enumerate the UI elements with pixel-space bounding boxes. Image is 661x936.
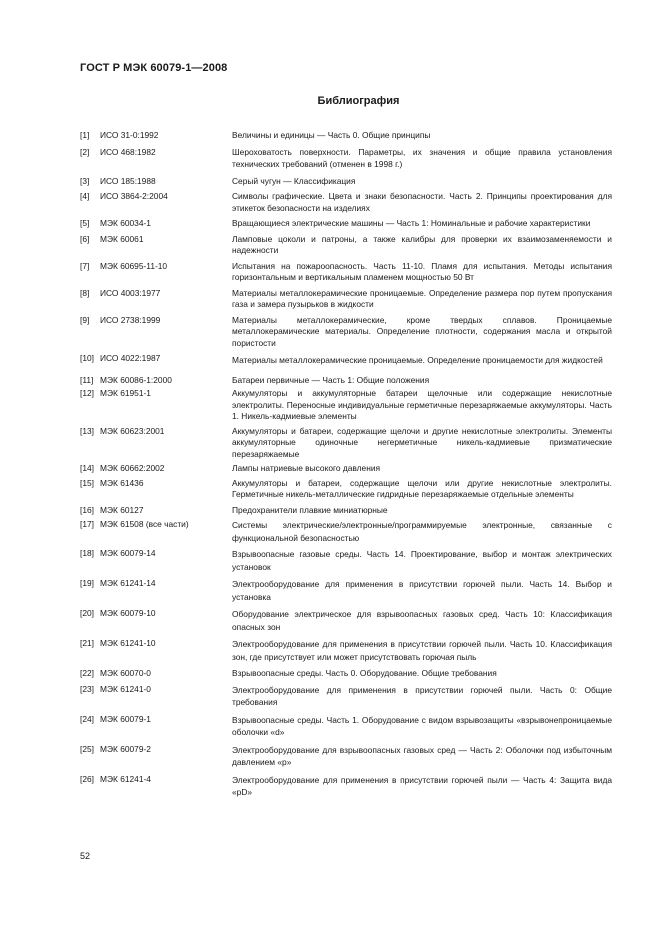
item-number: [4]	[80, 191, 90, 201]
item-code: МЭК 60079-2	[100, 743, 151, 754]
item-number: [13]	[80, 425, 94, 436]
item-code: ИСО 3864-2:2004	[100, 191, 168, 201]
item-code: МЭК 60079-1	[100, 713, 151, 724]
item-number: [6]	[80, 233, 90, 244]
item-number: [16]	[80, 504, 94, 515]
bibliography-item	[80, 774, 612, 799]
item-code: МЭК 61241-4	[100, 773, 151, 784]
item-number: [25]	[80, 743, 94, 754]
item-title: Символы графические. Цвета и знаки безопасности. Часть 2. Принципы проектирования для этикеток безопасности на изделиях	[232, 191, 612, 213]
item-title: Серый чугун — Классификация	[232, 175, 356, 186]
item-title: Величины и единицы — Часть 0. Общие принципы	[232, 130, 431, 140]
item-number: [1]	[80, 130, 90, 140]
item-number: [18]	[80, 548, 94, 558]
item-code: МЭК 60079-10	[100, 608, 156, 618]
bibliography-item	[80, 218, 612, 230]
bibliography-item	[80, 130, 612, 142]
bibliography-item	[80, 261, 612, 284]
item-title: Предохранители плавкие миниатюрные	[232, 504, 388, 515]
item-number: [20]	[80, 608, 94, 618]
item-title: Электрооборудование для применения в присутствии горючей пыли. Часть 10. Классификация зон, где присутствует или может присутствовать горючая пыль	[232, 639, 612, 662]
item-code: МЭК 60695-11-10	[100, 260, 168, 271]
item-code: МЭК 60662:2002	[100, 463, 165, 473]
item-code: ИСО 2738:1999	[100, 314, 161, 325]
item-number: [26]	[80, 773, 94, 784]
item-title: Электрооборудование для применения в присутствии горючей пыли. Часть 0: Общие требования	[232, 684, 612, 707]
bibliography-item	[80, 638, 612, 663]
item-title: Материалы металлокерамические, кроме твердых сплавов. Проницаемые металлокерамические материалы. Определение плотности, содержания масла и открытой пористости	[232, 314, 612, 348]
bibliography-item	[80, 375, 612, 387]
item-title: Системы электрические/электронные/программируемые электронные, связанные с функциональной безопасностью	[232, 520, 612, 543]
item-code: МЭК 60079-14	[100, 548, 156, 558]
item-code: ИСО 4003:1977	[100, 287, 161, 298]
item-title: Электрооборудование для применения в присутствии горючей пыли. Часть 14. Выбор и установка	[232, 579, 612, 602]
item-number: [15]	[80, 477, 94, 488]
item-title: Шероховатость поверхности. Параметры, их значения и общие правила установления технических требований (отменен в 1998 г.)	[232, 147, 612, 169]
item-code: МЭК 61241-0	[100, 683, 151, 694]
bibliography-item	[80, 191, 612, 214]
bibliography-item	[80, 668, 612, 680]
item-number: [22]	[80, 668, 94, 678]
item-title: Ламповые цоколи и патроны, а также калибры для проверки их взаимозаменяемости и надежности	[232, 233, 612, 255]
item-title: Взрывоопасные среды. Часть 0. Оборудование. Общие требования	[232, 668, 497, 678]
item-code: ИСО 31-0:1992	[100, 130, 159, 140]
item-number: [12]	[80, 388, 94, 398]
item-code: МЭК 61241-14	[100, 578, 156, 588]
item-code: МЭК 60623:2001	[100, 425, 165, 436]
item-number: [19]	[80, 578, 94, 588]
item-number: [21]	[80, 638, 94, 648]
item-number: [23]	[80, 683, 94, 694]
bibliography-item	[80, 463, 612, 475]
item-code: ИСО 4022:1987	[100, 353, 161, 363]
item-code: МЭК 60061	[100, 233, 144, 244]
item-code: ИСО 468:1982	[100, 147, 156, 157]
page-number: 52	[80, 851, 91, 861]
item-number: [5]	[80, 218, 90, 228]
item-code: МЭК 61241-10	[100, 638, 156, 648]
bibliography-item	[80, 578, 612, 603]
bibliography-item	[80, 353, 612, 369]
bibliography-title: Библиография	[317, 95, 400, 107]
item-number: [7]	[80, 260, 90, 271]
bibliography-item	[80, 315, 612, 350]
bibliography-item	[80, 176, 612, 188]
bibliography-item	[80, 426, 612, 461]
item-number: [14]	[80, 463, 94, 473]
item-title: Испытания на пожароопасность. Часть 11-10. Пламя для испытания. Методы испытания горизонтальным и вертикальным пламенем мощностью 50 Вт	[232, 260, 612, 282]
item-title: Аккумуляторы и батареи, содержащие щелочи и другие некислотные электролиты. Элементы аккумуляторные одиночные негерметичные никель-кадмиевые призматические перезаряжаемые	[232, 425, 612, 459]
item-number: [10]	[80, 353, 94, 363]
bibliography-item	[80, 147, 612, 170]
item-number: [2]	[80, 147, 90, 157]
item-number: [9]	[80, 314, 90, 325]
bibliography-item	[80, 478, 612, 501]
item-title: Взрывоопасные среды. Часть 1. Оборудование с видом взрывозащиты «взрывонепроницаемые оболочки «d»	[232, 714, 612, 737]
item-code: МЭК 61436	[100, 477, 144, 488]
bibliography-item	[80, 388, 612, 423]
bibliography-list	[80, 130, 612, 799]
item-title: Электрооборудование для взрывоопасных газовых сред — Часть 2: Оболочки под избыточным давлением «р»	[232, 744, 612, 767]
item-title: Аккумуляторы и батареи, содержащие щелочи или другие некислотные электролиты. Герметичные никель-металлические гидридные перезаряжаемые отдельные элементы	[232, 477, 612, 499]
item-number: [17]	[80, 519, 94, 529]
item-title: Батареи первичные — Часть 1: Общие положения	[232, 374, 430, 385]
document-header: ГОСТ Р МЭК 60079-1—2008	[80, 62, 228, 74]
item-code: МЭК 60034-1	[100, 218, 151, 228]
item-title: Материалы металлокерамические проницаемые. Определение проницаемости для жидкостей	[232, 355, 603, 365]
item-title: Лампы натриевые высокого давления	[232, 463, 381, 473]
bibliography-item	[80, 234, 612, 257]
bibliography-item	[80, 714, 612, 739]
item-number: [24]	[80, 713, 94, 724]
item-title: Электрооборудование для применения в присутствии горючей пыли — Часть 4: Защита вида «pD»	[232, 774, 612, 797]
bibliography-item	[80, 684, 612, 709]
item-title: Взрывоопасные газовые среды. Часть 14. Проектирование, выбор и монтаж электрических установок	[232, 549, 612, 572]
item-code: МЭК 60070-0	[100, 668, 151, 678]
item-title: Вращающиеся электрические машины — Часть 1: Номинальные и рабочие характеристики	[232, 218, 591, 228]
bibliography-item	[80, 288, 612, 311]
bibliography-item	[80, 505, 612, 517]
item-code: МЭК 61951-1	[100, 388, 151, 398]
bibliography-item	[80, 608, 612, 633]
bibliography-item	[80, 519, 612, 544]
item-code: МЭК 60086-1:2000	[100, 374, 172, 385]
item-number: [8]	[80, 287, 90, 298]
item-code: МЭК 60127	[100, 504, 144, 515]
bibliography-item	[80, 548, 612, 573]
item-code: ИСО 185:1988	[100, 175, 156, 186]
item-number: [11]	[80, 374, 94, 385]
item-number: [3]	[80, 175, 90, 186]
bibliography-item	[80, 744, 612, 769]
item-title: Материалы металлокерамические проницаемые. Определение размера пор путем пропускания газа и замера пузырьков в жидкости	[232, 287, 612, 309]
item-code: МЭК 61508 (все части)	[100, 519, 189, 529]
item-title: Аккумуляторы и аккумуляторные батареи щелочные или содержащие некислотные электролиты. Переносные индивидуальные герметичные перезаряжаемые аккумуляторы. Часть 1. Никель-кадмиевые элементы	[232, 388, 612, 421]
item-title: Оборудование электрическое для взрывоопасных газовых сред. Часть 10: Классификация опасных зон	[232, 609, 612, 632]
